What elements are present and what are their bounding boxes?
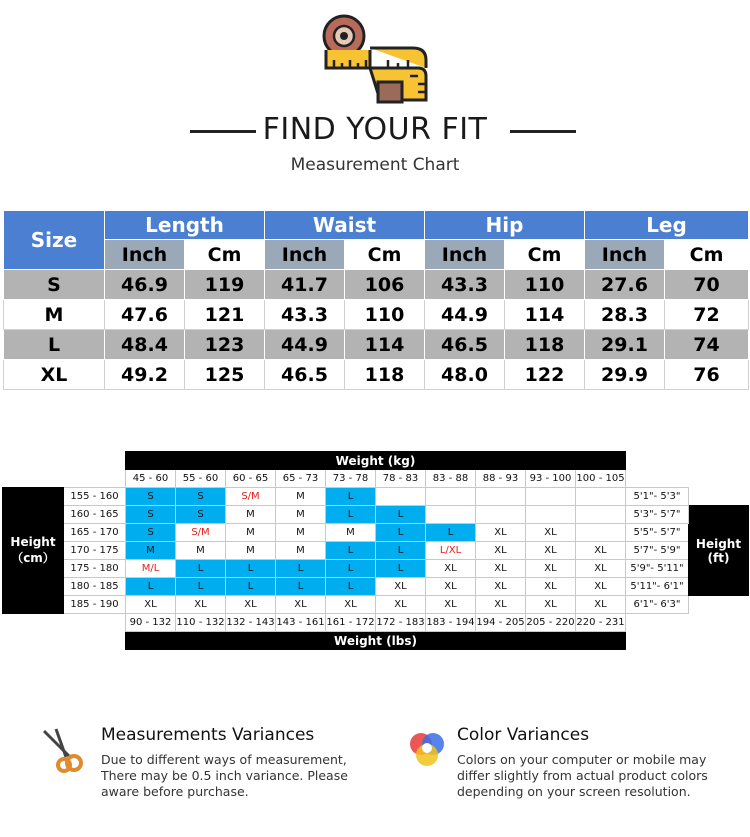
weight-kg-range: 65 - 73 [276,470,326,488]
blank-cell [3,470,126,488]
value-cell: 44.9 [425,300,505,330]
height-cm-range: 155 - 160 [64,488,126,506]
weight-kg-range: 55 - 60 [176,470,226,488]
value-cell: 46.5 [265,360,345,390]
height-ft-range: 5'1"- 5'3" [626,488,689,506]
fit-size-cell: XL [476,560,526,578]
text-line: Colors on your computer or mobile may [457,752,707,767]
blank-cell [3,452,126,470]
height-cm-range: 175 - 180 [64,560,126,578]
measurement-variances-text [101,752,348,800]
weight-lbs-label: Weight (lbs) [126,632,626,650]
value-cell: 106 [345,270,425,300]
fit-size-cell: L [376,560,426,578]
height-ft-range: 5'3"- 5'7" [626,506,689,524]
height-cm-range: 165 - 170 [64,524,126,542]
value-cell: 28.3 [585,300,665,330]
value-cell: 119 [185,270,265,300]
value-cell: 121 [185,300,265,330]
fit-size-cell: XL [476,542,526,560]
value-cell: 48.4 [105,330,185,360]
fit-size-cell: L [326,578,376,596]
height-ft-range: 5'5"- 5'7" [626,524,689,542]
fit-grid-row [3,542,749,560]
fit-size-cell [476,488,526,506]
value-cell: 44.9 [265,330,345,360]
fit-size-cell [576,524,626,542]
fit-grid-row [3,596,749,614]
blank-cell [689,596,749,614]
fit-size-cell: S [176,488,226,506]
height-ft-label-line: Height [695,536,742,551]
fit-size-cell: XL [576,542,626,560]
fit-size-cell: XL [476,524,526,542]
weight-lbs-range: 143 - 161 [276,614,326,632]
color-wheel-icon [405,728,449,772]
fit-size-cell: XL [426,578,476,596]
fit-size-cell: M [226,524,276,542]
value-cell: 123 [185,330,265,360]
weight-kg-ranges-row [3,470,749,488]
value-cell: 114 [345,330,425,360]
text-line: There may be 0.5 inch variance. Please [101,768,348,783]
weight-lbs-range: 161 - 172 [326,614,376,632]
fit-size-cell: S/M [176,524,226,542]
fit-size-cell: XL [576,578,626,596]
weight-lbs-range: 132 - 143 [226,614,276,632]
weight-lbs-range: 194 - 205 [476,614,526,632]
weight-kg-range: 100 - 105 [576,470,626,488]
fit-size-cell: M [126,542,176,560]
fit-size-cell: L/XL [426,542,476,560]
fit-size-cell: XL [326,596,376,614]
size-cell: L [4,330,105,360]
text-line: Due to different ways of measurement, [101,752,347,767]
height-cm-range: 170 - 175 [64,542,126,560]
weight-lbs-ranges-row [3,614,749,632]
value-cell: 118 [345,360,425,390]
fit-size-cell: XL [276,596,326,614]
fit-size-cell [426,488,476,506]
value-cell: 46.5 [425,330,505,360]
fit-size-cell: L [426,524,476,542]
fit-size-cell: XL [576,560,626,578]
value-cell: 114 [505,300,585,330]
fit-size-cell: XL [476,578,526,596]
fit-size-cell: XL [226,596,276,614]
fit-grid-row [3,578,749,596]
fit-size-cell: L [326,560,376,578]
height-cm-label [3,488,64,614]
weight-lbs-range: 205 - 220 [526,614,576,632]
weight-kg-range: 60 - 65 [226,470,276,488]
fit-grid-table [2,451,749,650]
value-cell: 43.3 [265,300,345,330]
value-cell: 74 [665,330,749,360]
fit-size-cell: M [176,542,226,560]
height-ft-range: 5'7"- 5'9" [626,542,689,560]
waist-group-header: Waist [265,211,425,240]
height-cm-range: 185 - 190 [64,596,126,614]
value-cell: 43.3 [425,270,505,300]
height-ft-range: 6'1"- 6'3" [626,596,689,614]
value-cell: 48.0 [425,360,505,390]
fit-size-cell: XL [526,596,576,614]
fit-size-cell [476,506,526,524]
weight-lbs-range: 90 - 132 [126,614,176,632]
fit-size-cell: XL [526,560,576,578]
weight-kg-range: 78 - 83 [376,470,426,488]
unit-header: Cm [185,240,265,270]
blank-cell [3,632,126,650]
size-column-header: Size [4,211,105,270]
size-measurement-table [3,210,749,390]
unit-header: Cm [345,240,425,270]
fit-size-cell: XL [376,578,426,596]
fit-size-cell: XL [126,596,176,614]
height-cm-unit-line: （cm） [11,551,55,565]
color-variances-text [457,752,708,800]
weight-kg-range: 45 - 60 [126,470,176,488]
unit-header: Inch [265,240,345,270]
fit-size-cell: L [326,542,376,560]
blank-cell [626,614,749,632]
hip-group-header: Hip [425,211,585,240]
fit-size-cell: L [376,506,426,524]
height-ft-unit-line: (ft) [707,550,730,565]
value-cell: 118 [505,330,585,360]
measurement-variances-title: Measurements Variances [101,725,315,745]
table-row [4,270,749,300]
text-line: depending on your screen resolution. [457,784,691,799]
blank-cell [689,488,749,506]
fit-size-cell: L [326,506,376,524]
value-cell: 125 [185,360,265,390]
text-line: aware before purchase. [101,784,249,799]
size-cell: S [4,270,105,300]
size-cell: XL [4,360,105,390]
fit-size-cell: XL [426,596,476,614]
fit-size-cell: L [176,578,226,596]
fit-size-cell [526,506,576,524]
weight-kg-label: Weight (kg) [126,452,626,470]
height-ft-label [689,506,749,596]
scissors-icon [40,727,86,773]
page-title: FIND YOUR FIT [262,112,488,147]
fit-size-cell: L [276,578,326,596]
unit-header: Cm [665,240,749,270]
fit-size-cell: M [276,488,326,506]
weight-kg-range: 88 - 93 [476,470,526,488]
value-cell: 76 [665,360,749,390]
weight-kg-header-row [3,452,749,470]
fit-size-cell: S [126,506,176,524]
fit-size-cell: XL [576,596,626,614]
blank-cell [3,614,126,632]
value-cell: 110 [505,270,585,300]
unit-header: Cm [505,240,585,270]
fit-size-cell: XL [426,560,476,578]
value-cell: 29.1 [585,330,665,360]
unit-header: Inch [105,240,185,270]
fit-size-cell: M [276,542,326,560]
fit-size-cell: XL [176,596,226,614]
fit-size-cell: XL [526,578,576,596]
fit-size-cell: M [276,524,326,542]
fit-size-cell: L [276,560,326,578]
measuring-tape-icon [318,10,433,105]
height-cm-range: 160 - 165 [64,506,126,524]
fit-size-cell: L [126,578,176,596]
value-cell: 29.9 [585,360,665,390]
fit-size-cell: L [326,488,376,506]
value-cell: 27.6 [585,270,665,300]
fit-size-cell: XL [376,596,426,614]
fit-size-cell: L [376,524,426,542]
weight-lbs-range: 110 - 132 [176,614,226,632]
value-cell: 70 [665,270,749,300]
table-row [4,300,749,330]
blank-cell [626,470,749,488]
fit-size-cell: M [226,506,276,524]
fit-size-cell [426,506,476,524]
fit-size-cell [576,506,626,524]
fit-size-cell: L [226,560,276,578]
fit-grid-row [3,488,749,506]
value-cell: 47.6 [105,300,185,330]
fit-size-cell [576,488,626,506]
table-row [4,330,749,360]
fit-size-cell: M [276,506,326,524]
fit-size-cell: S [126,488,176,506]
height-ft-range: 5'11"- 6'1" [626,578,689,596]
weight-lbs-range: 172 - 183 [376,614,426,632]
weight-lbs-range: 220 - 231 [576,614,626,632]
fit-size-cell: S/M [226,488,276,506]
weight-kg-range: 73 - 78 [326,470,376,488]
value-cell: 46.9 [105,270,185,300]
value-cell: 49.2 [105,360,185,390]
weight-lbs-range: 183 - 194 [426,614,476,632]
size-cell: M [4,300,105,330]
page-subtitle: Measurement Chart [290,155,460,175]
fit-grid-row [3,524,749,542]
fit-size-cell: S [126,524,176,542]
fit-size-cell: M/L [126,560,176,578]
fit-size-cell: L [226,578,276,596]
fit-size-cell: L [176,560,226,578]
blank-cell [626,452,749,470]
value-cell: 110 [345,300,425,330]
fit-size-cell: M [226,542,276,560]
fit-size-cell [376,488,426,506]
fit-size-cell: XL [476,596,526,614]
fit-grid-row [3,506,749,524]
length-group-header: Length [105,211,265,240]
height-cm-range: 180 - 185 [64,578,126,596]
value-cell: 122 [505,360,585,390]
value-cell: 41.7 [265,270,345,300]
height-cm-label-line: Height [10,535,56,549]
fit-size-cell [526,488,576,506]
blank-cell [626,632,749,650]
unit-header: Inch [425,240,505,270]
height-ft-range: 5'9"- 5'11" [626,560,689,578]
leg-group-header: Leg [585,211,749,240]
fit-grid-row [3,560,749,578]
weight-lbs-header-row [3,632,749,650]
unit-header: Inch [585,240,665,270]
text-line: differ slightly from actual product colors [457,768,708,783]
value-cell: 72 [665,300,749,330]
weight-kg-range: 93 - 100 [526,470,576,488]
fit-size-cell: S [176,506,226,524]
fit-size-cell: XL [526,524,576,542]
fit-size-cell: L [376,542,426,560]
color-variances-title: Color Variances [457,725,590,745]
fit-size-cell: M [326,524,376,542]
fit-size-cell: XL [526,542,576,560]
table-row [4,360,749,390]
weight-kg-range: 83 - 88 [426,470,476,488]
